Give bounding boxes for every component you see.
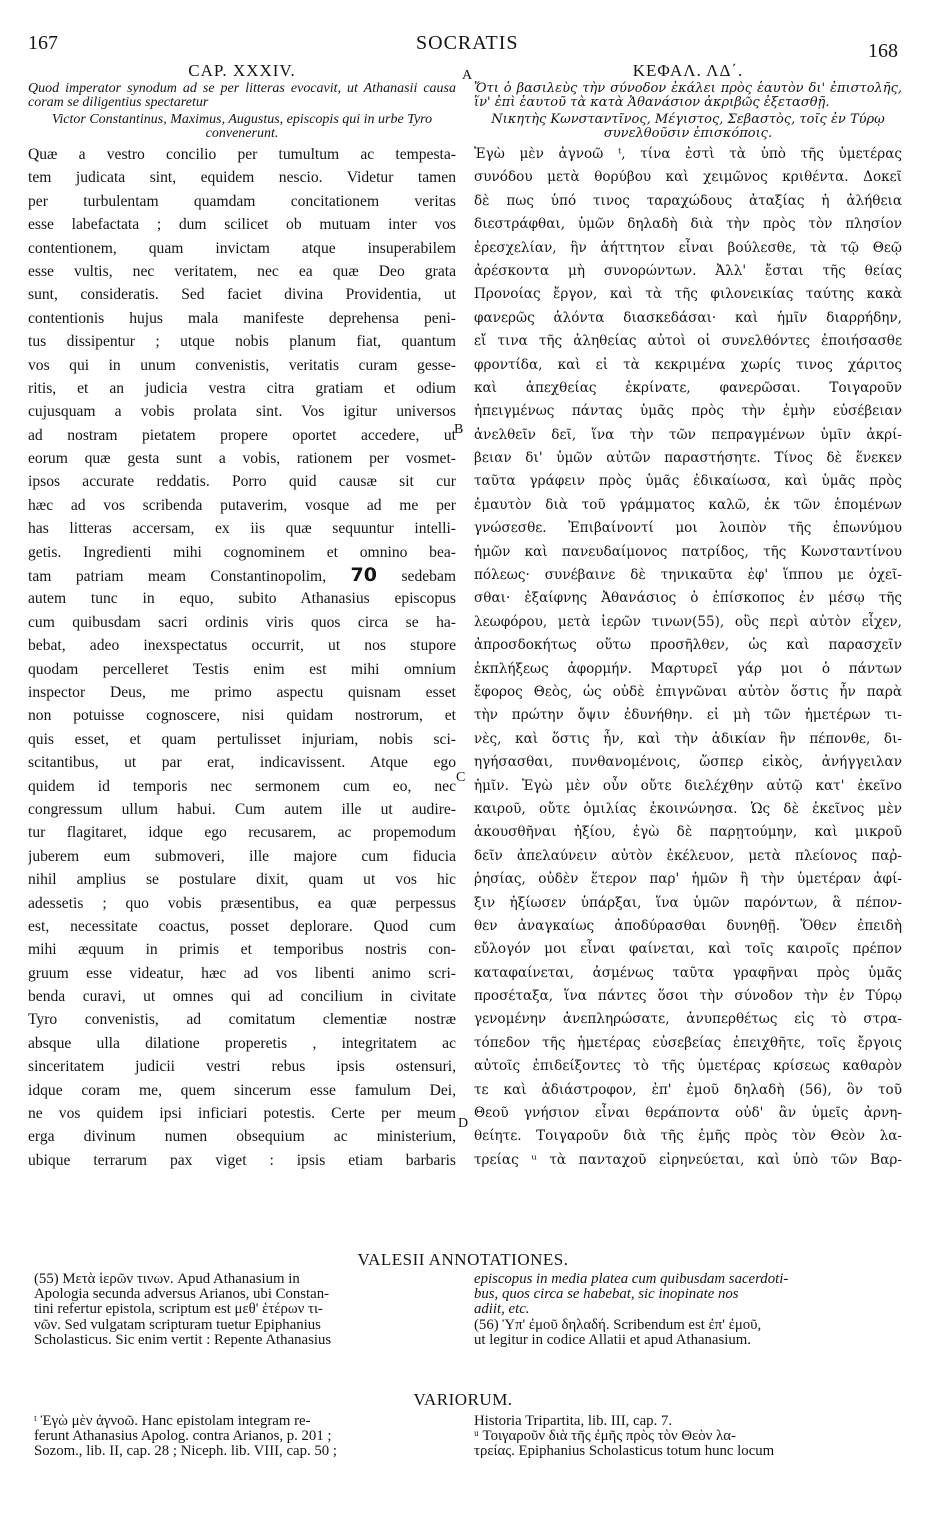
latin-line: inspector Deus, me primo aspectu quisnam esset (28, 683, 456, 701)
greek-line: διεστράφθαι, ὑμῶν δηλαδὴ διὰ τὴν πρὸς τὸν πλησίον (474, 216, 902, 233)
variorum-line: ᵗ Ἐγὼ μὲν ἀγνοῶ. Hanc epistolam integram re- (34, 1413, 311, 1429)
latin-line: idque coram me, quem sincerum esse famulum Dei, (28, 1081, 456, 1099)
running-title: SOCRATIS (416, 32, 519, 54)
latin-line: absque ulla dilatione properetis , integritatem ac (28, 1034, 456, 1052)
greek-line: ἐκπλήξεως ἀφορμήν. Μαρτυρεῖ γάρ μοι ὁ πάντων (474, 660, 902, 677)
annotations-right (474, 1272, 904, 1348)
latin-line: juberem eum submoveri, ille majore cum fiducia (28, 847, 456, 865)
latin-line: quodam percelleret Testis enim est mihi omnium (28, 660, 456, 678)
greek-line: σθαι· ἐξαίφνης Ἀθανάσιος ὁ ἐπίσκοπος ἐν μέσῳ τῆς (474, 590, 902, 607)
greek-line: καιροῦ, οὔτε ὁμιλίας ἐκοινώνησα. Ὡς δὲ ἐκεῖνος μὲν (474, 800, 902, 817)
latin-line: ne vos quidem ipsi inficiari potestis. Certe per meum (28, 1105, 456, 1123)
latin-line: tus dissipentur ; utque nobis planum fiat, quantum (28, 333, 456, 351)
greek-line: δὲ πως ὑπό τινος ταραχώδους ἀταξίας ἡ ἀλήθεια (474, 192, 902, 209)
latin-line: scitantibus, ut par erat, indicavissent. Atque ego (28, 754, 456, 772)
latin-chapter-heading: CAP. XXXIV. (188, 61, 296, 80)
latin-line: getis. Ingredienti mihi cognominem et omnino bea- (28, 543, 456, 561)
variorum-title: VARIORUM. (413, 1390, 513, 1409)
greek-line: νὲς, καὶ ὅστις ἦν, καὶ τὴν ἀδικίαν ἣν πέπονθε, δι- (474, 730, 902, 747)
greek-line: ἀκουσθῆναι ἠξίου, ἐγὼ δὲ παρῃτούμην, καὶ μικροῦ (474, 824, 902, 841)
latin-line: tem judicata sint, equidem nescio. Videtur tamen (28, 169, 456, 187)
latin-line: tur flagitaret, idque ego recusarem, ac propemodum (28, 824, 456, 842)
latin-line: ritis, et an judicia vestra citra gratiam et odium (28, 379, 456, 397)
variorum-line: ferunt Athanasius Apolog. contra Arianos, p. 201 ; (34, 1428, 332, 1445)
variorum-line: Sozom., lib. II, cap. 28 ; Niceph. lib. VIII, cap. 50 ; (34, 1443, 337, 1460)
greek-line: θεν ἀναγκαίως ἀποδύρασθαι δυνηθῇ. Ὅθεν ἐπειδὴ (474, 917, 902, 934)
latin-line: sinceritatem judicii vestri rebus ipsis ostensuri, (28, 1058, 456, 1076)
latin-line: Tyro convenistis, ad comitatum clementiæ nostræ (28, 1011, 456, 1029)
annotations-left (34, 1272, 464, 1348)
variorum-line: Historia Tripartita, lib. III, cap. 7. (474, 1413, 673, 1429)
variorum-right (474, 1414, 904, 1460)
greek-line: καταφαίνεται, ἀσμένως ταῦτα γραφῆναι πρὸς ὑμᾶς (474, 964, 902, 981)
greek-line: γενομένην ἀνεπληρώσατε, ἀνυπερθέτως εἰς τὸ στρα- (474, 1011, 902, 1028)
greek-line: καὶ ἀπεχθείας ἐκρίνατε, φανερῶσαι. Τοιγαροῦν (474, 379, 902, 396)
greek-line: ἀνελθεῖν δεῖ, ἵνα τὴν τῶν πεπραγμένων ὑμῖν ἀκρί- (474, 426, 902, 443)
greek-body-text (474, 143, 902, 1172)
right-page-number: 168 (868, 40, 898, 62)
annotation-line: Scholasticus. Sic enim vertit : Repente Athanasius (34, 1331, 332, 1348)
latin-line: hæc ad vos scribenda putaverim, vosque ad me per (28, 496, 456, 514)
greek-line: βειαν δι' ὑμῶν αὐτῶν παραστήσητε. Τίνος δὲ ἕνεκεν (474, 450, 902, 467)
annotation-line: (55) Μετὰ ἱερῶν τινων. Apud Athanasium in (34, 1271, 300, 1287)
latin-line: contentionis hujus mala manifeste deprehensa peni- (28, 309, 456, 327)
left-page-number: 167 (28, 32, 58, 54)
greek-line: Προνοίας ἔργον, καὶ τὰ τῆς φιλονεικίας ταύτης κακὰ (474, 286, 902, 303)
margin-marker-c: C (456, 770, 466, 785)
latin-line: congressum ullum habui. Cum autem ille ut audire- (28, 800, 456, 818)
annotation-line: episcopus in media platea cum quibusdam sacerdoti- (474, 1271, 789, 1287)
latin-line: non potuisse cognoscere, nisi quidam nostrorum, et (28, 707, 456, 725)
greek-line: ἠπειγμένως πάντας ὑμᾶς πρὸς τὴν ἐμὴν εὐσέβειαν (474, 403, 902, 420)
latin-line: Quæ a vestro concilio per tumultum ac tempesta- (28, 146, 456, 163)
latin-line-tail: sedebam (401, 568, 456, 586)
greek-line: λεωφόρου, μετὰ ἱερῶν τινων(55), οὓς περὶ αὐτὸν εἶχεν, (474, 613, 902, 630)
greek-line: τρείας ᵘ τὰ πανταχοῦ εἰρηνεύεται, καὶ ὑπὸ τῶν Βαρ- (474, 1151, 902, 1168)
greek-line: ἔφορος Θεὸς, ὡς οὐδὲ ἐπιγνῶναι αὐτὸν ὅστις ἦν παρὰ (474, 683, 902, 700)
greek-column (474, 62, 902, 1172)
greek-line: ῥησίας, οὐδὲν ἕτερον παρ' ἡμῶν ἢ τὴν ὑμετέραν ἀφί- (474, 871, 902, 888)
greek-line: τόπεδον τῆς ἡμετέρας εὐσεβείας ἐπειχθῆτε, τοῖς ἔργοις (474, 1034, 902, 1051)
greek-line: γνώσεσθε. Ἐπιβαίνοντί μοι λοιπὸν τῆς ἐπωνύμου (474, 520, 902, 537)
latin-line: eorum quæ gesta sunt a vobis, rationem per vosmet- (28, 450, 456, 468)
annotation-line: bus, quos circa se habebat, sic inopinate nos (474, 1286, 739, 1303)
greek-line: ξιν ἠξίωσεν ὑπάρξαι, ἵνα ὑμῶν παρόντων, ἃ πέπον- (474, 894, 902, 911)
annotations-title: VALESII ANNOTATIONES. (357, 1250, 569, 1269)
column-number-marker: 70 (350, 564, 377, 587)
latin-line: adessetis ; quo vobis præsentibus, ea quæ perpessus (28, 894, 456, 912)
annotation-line: νῶν. Sed vulgatam scripturam tuetur Epiphanius (34, 1316, 321, 1333)
greek-line: εἴ τινα τῆς ἀληθείας αὐτοὶ οἱ συνελθόντες ἐποιήσασθε (474, 333, 902, 350)
latin-line (28, 564, 456, 587)
latin-line: esse vultis, nec veritatem, nec ea quæ Deo grata (28, 262, 456, 280)
greek-line: προσέταξα, ἵνα πάντες ὅσοι τὴν σύνοδον τὴν ἐν Τύρῳ (474, 988, 902, 1005)
latin-line: contentionem, quam invictam atque insuperabilem (28, 239, 456, 257)
greek-addressee: Νικητὴς Κωνσταντῖνος, Μέγιστος, Σεβαστὸς, τοῖς ἐν Τύρῳ συνελθοῦσιν ἐπισκόποις. (491, 112, 885, 141)
annotation-line: tini refertur epistola, scriptum est μεθ' ἑτέρων τι- (34, 1301, 323, 1318)
latin-line: per turbulentam quamdam concitationem veritas (28, 192, 456, 210)
latin-line: mihi æquum in primis et temporibus nostris con- (28, 941, 456, 959)
latin-chapter-summary: Quod imperator synodum ad se per litteras evocavit, ut Athanasii causa coram se diligentius spectaretur (28, 81, 456, 110)
latin-line: cum quibusdam sacri ordinis viris quos circa se ha- (28, 613, 456, 631)
latin-line: ubique terrarum pax viget : ipsis etiam barbaris (28, 1151, 456, 1169)
greek-line: φροντίδα, καὶ εἰ τὰ κεκριμένα χωρίς τινος χάριτος (474, 356, 902, 373)
greek-line: εὔλογόν μοι εἶναι φαίνεται, καὶ τοῖς καιροῖς πρέπον (474, 941, 902, 958)
annotation-line: ut legitur in codice Allatii et apud Athanasium. (474, 1331, 751, 1348)
annotation-line: adiit, etc. (474, 1301, 530, 1318)
greek-line: φανερῶς ἁλόντα διασκεδάσαι· καὶ ἡμῖν διαρρήδην, (474, 309, 902, 326)
latin-line: ad nostram pietatem propere oportet accedere, ut (28, 426, 456, 444)
latin-line-text: tam patriam meam Constantinopolim, (28, 568, 327, 586)
latin-line: est, necessitate coactus, posset deplorare. Quod cum (28, 917, 456, 935)
greek-line: θείητε. Τοιγαροῦν διὰ τῆς ἐμῆς πρὸς τὸν Θεὸν λα- (474, 1128, 902, 1145)
latin-line: benda curavi, ut omnes qui ad concilium in civitate (28, 988, 456, 1006)
greek-line: τὴν πρώτην ὄψιν ἐδυνήθην. εἰ μὴ τῶν ἡμετέρων τι- (474, 707, 902, 724)
latin-line: esse labefactata ; dum scilicet ob mutuam inter vos (28, 216, 456, 234)
latin-line: erga divinum numen obsequium ac ministerium, (28, 1128, 456, 1146)
variorum-line: ᵘ Τοιγαροῦν διὰ τῆς ἐμῆς πρὸς τὸν Θεὸν λα- (474, 1428, 736, 1445)
annotation-line: (56) Ὑπ' ἐμοῦ δηλαδή. Scribendum est ἐπ' ἐμοῦ, (474, 1316, 762, 1333)
greek-line: τε καὶ ἀδιάστροφον, ἐπ' ἐμοῦ δηλαδὴ (56), ὃν τοῦ (474, 1081, 902, 1098)
greek-line: δεῖν ἀπελαύνειν αὐτὸν ἐκέλευον, μετὰ πλείονος παῤ- (474, 847, 902, 864)
greek-line: Θεοῦ γνήσιον εἶναι θεράποντα οὐδ' ἂν ὑμεῖς ἀρνη- (474, 1105, 902, 1122)
latin-line: vos qui in unum convenistis, veritatis curam gesse- (28, 356, 456, 374)
margin-marker-a: A (462, 68, 473, 83)
margin-marker-d: D (458, 1116, 469, 1131)
latin-line: nihil amplius se postulare dixit, quam ut vos hic (28, 871, 456, 889)
variorum-left (34, 1414, 464, 1460)
margin-marker-b: B (454, 422, 464, 437)
greek-line: ἐρεσχελίαν, ἣν ἀήττητον εἶναι βούλεσθε, τὰ τῷ Θεῷ (474, 239, 902, 256)
variorum-line: τρείας. Epiphanius Scholasticus totum hunc locum (474, 1443, 775, 1460)
latin-line: sunt, consideratis. Sed faciet divina Providentia, ut (28, 286, 456, 304)
greek-line: ἡμῖν. Ἐγὼ μὲν οὖν οὔτε διελέχθην αὐτῷ κατ' ἐκεῖνο (474, 777, 902, 794)
annotation-line: Apologia secunda adversus Arianos, ubi Constan- (34, 1286, 330, 1303)
latin-line: ipsos accurate reddatis. Porro quid causæ sit cur (28, 473, 456, 491)
greek-line: ἐμαυτὸν διὰ τοῦ γράμματος καλῶ, ἐκ τῶν ἑπομένων (474, 496, 902, 513)
latin-line: bebat, adeo inexspectatus occurrit, ut nos stupore (28, 637, 456, 655)
latin-line: gruum esse videatur, hæc ad vos libenti animo scri- (28, 964, 456, 982)
greek-line: ταῦτα γράφειν πρὸς ὑμᾶς ἐδικαίωσα, καὶ ὑμᾶς πρὸς (474, 473, 902, 490)
latin-line: quis esset, et quam pertulisset injuriam, nobis sci- (28, 730, 456, 748)
latin-line: has litteras accersam, ex iis quæ sequuntur intelli- (28, 520, 456, 538)
latin-line: quidem id temporis nec sermonem cum eo, nec (28, 777, 456, 795)
greek-line: αὐτοῖς ἐπιδείξοντες τὸ τῆς ὑμετέρας κρίσεως καθαρὸν (474, 1058, 902, 1075)
greek-chapter-heading: ΚΕΦΑΛ. ΛΔ΄. (632, 61, 744, 80)
greek-line: πόλεως· συνέβαινε δὲ τηνικαῦτα ἐφ' ἵππου με ὀχεῖ- (474, 567, 902, 584)
greek-line: ηγήσασθαι, πυνθανομένοις, ὥσπερ εἰκὸς, ἀνήγγειλαν (474, 754, 902, 771)
latin-line: autem tunc in equo, subito Athanasius episcopus (28, 590, 456, 608)
greek-line: ἀρέσκοντα μὴ συνορώντων. Ἀλλ' ἔσται τῆς θείας (474, 262, 902, 279)
greek-line: ἀπροσδοκήτως οὕτω προσῆλθεν, ὡς καὶ παρασχεῖν (474, 637, 902, 654)
latin-body-text (28, 143, 456, 1172)
greek-line: συνόδου μετὰ θορύβου καὶ χειμῶνος κριθέντα. Δοκεῖ (474, 169, 902, 186)
latin-addressee: Victor Constantinus, Maximus, Augustus, episcopis qui in urbe Tyro convenerunt. (51, 112, 433, 141)
greek-chapter-summary: Ὅτι ὁ βασιλεὺς τὴν σύνοδον ἐκάλει πρὸς ἑαυτὸν δι' ἐπιστολῆς, ἵν' ἐπὶ ἑαυτοῦ τὰ κατὰ Ἀθανάσιον ἀκριβῶς ἐξετασθῇ. (474, 81, 902, 110)
latin-column (28, 62, 456, 1172)
greek-line: Ἐγὼ μὲν ἀγνοῶ ᵗ, τίνα ἐστὶ τὰ ὑπὸ τῆς ὑμετέρας (474, 146, 902, 162)
greek-line: ἡμῶν καὶ πανευδαίμονος πατρίδος, τῆς Κωνσταντίνου (474, 543, 902, 560)
latin-line: cujusquam a vobis prolata sint. Vos igitur universos (28, 403, 456, 421)
